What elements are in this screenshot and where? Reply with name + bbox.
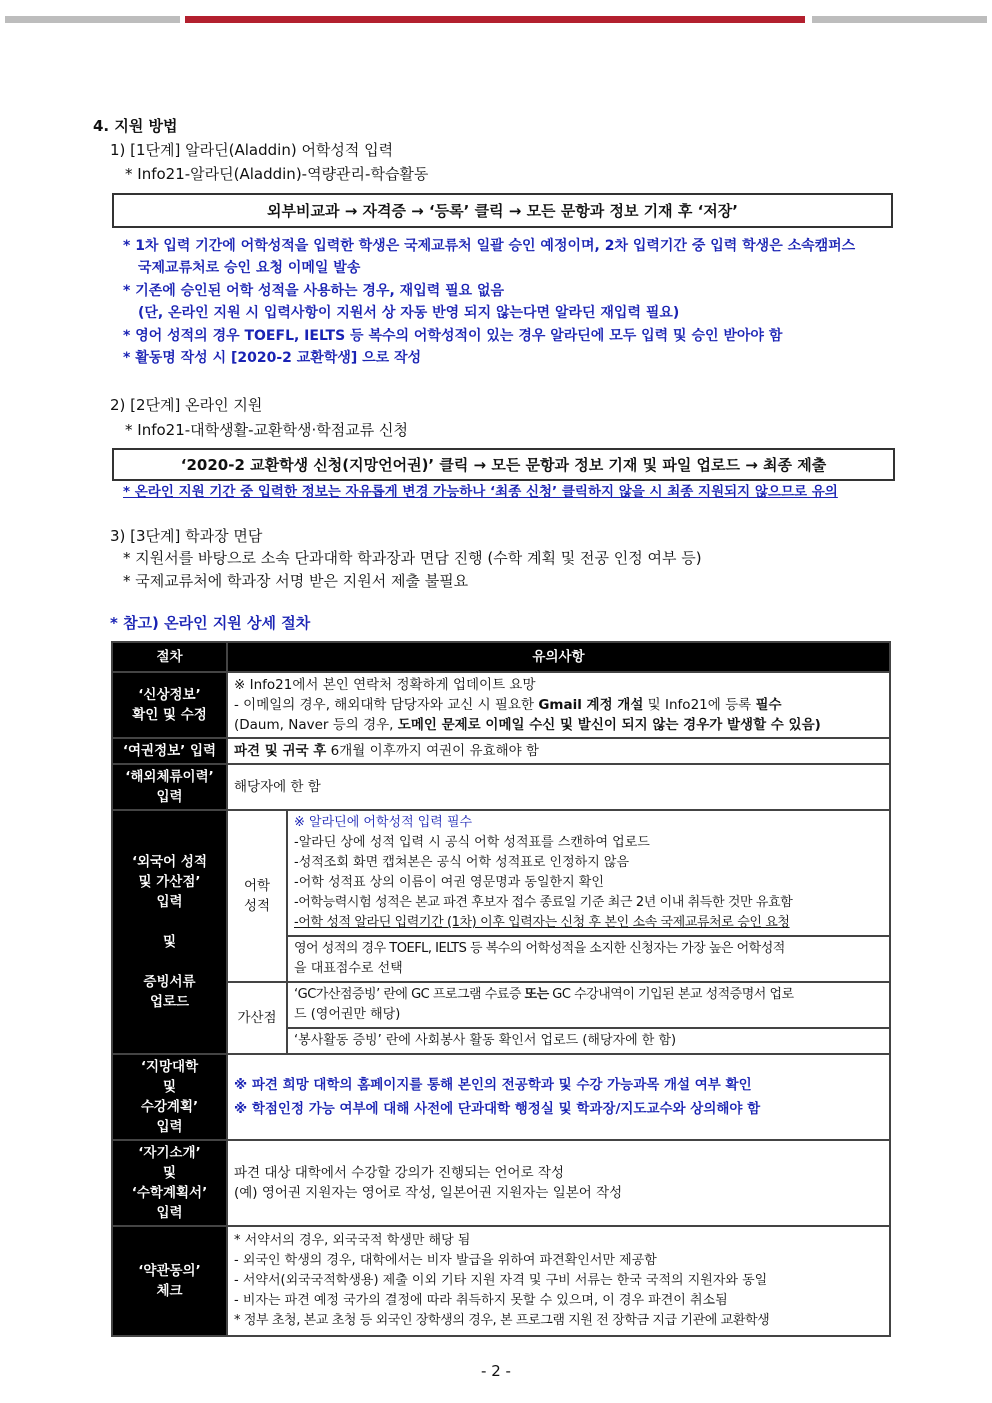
- table-header-row: [112, 642, 890, 672]
- label-personal: ‘신상정보’ 확인 및 수정: [112, 672, 227, 738]
- notes-language-aladdin: ※ 알라딘에 어학성적 입력 필수 -알라딘 상에 성적 입력 시 공식 어학 성적표를 스캔하여 업로드 -성적조회 화면 캡쳐본은 공식 어학 성적표로 인정하지 않음 -어학 성적표 상의 이름이 여권 영문명과 동일한지 확인 -어학능력시험 성적은 본교 파견 후보자 접수 종료일 기준 최근 2년 이내 취득한 것만 유효함 -어학 성적 알라딘 입력기간 (1차) 이후 입력자는 신청 후 본인 소속 국제교류처로 승인 요청: [287, 810, 890, 936]
- label-plan: ‘지망대학 및 수강계획’ 입력: [112, 1054, 227, 1140]
- step2-note: * 온라인 지원 기간 중 입력한 정보는 자유롭게 변경 가능하나 ‘최종 신청’ 클릭하지 않을 시 최종 지원되지 않으므로 유의: [123, 484, 838, 500]
- header-bar-right: [812, 16, 987, 23]
- table-row-agree: [112, 1226, 890, 1336]
- table-row-essay: [112, 1140, 890, 1226]
- step1-note-1-cont: 국제교류처로 승인 요청 이메일 발송: [138, 260, 361, 276]
- notes-bonus-gc: ‘GC가산점증빙’ 란에 GC 프로그램 수료증 또는 GC 수강내역이 기입된 본교 성적증명서 업로 드 (영어권만 해당): [287, 982, 890, 1028]
- label-language: ‘외국어 성적 및 가산점’ 입력 및 증빙서류 업로드: [112, 810, 227, 1054]
- sub-language-score: 어학 성적: [227, 810, 287, 982]
- step1-instruction-box: 외부비교과 → 자격증 → ‘등록’ 클릭 → 모든 문항과 정보 기재 후 ‘저장’: [112, 193, 893, 228]
- header-bar-left: [5, 16, 180, 23]
- step1-note-3: * 영어 성적의 경우 TOEFL, IELTS 등 복수의 어학성적이 있는 경우 알라딘에 모두 입력 및 승인 받아야 함: [123, 328, 783, 344]
- label-essay: ‘자기소개’ 및 ‘수학계획서’ 입력: [112, 1140, 227, 1226]
- step1-path: * Info21-알라딘(Aladdin)-역량관리-학습활동: [125, 165, 429, 183]
- label-passport: ‘여권정보’ 입력: [112, 738, 227, 764]
- step1-title: 1) [1단계] 알라딘(Aladdin) 어학성적 입력: [110, 141, 394, 159]
- page-number: - 2 -: [481, 1362, 511, 1380]
- notes-plan: ※ 파견 희망 대학의 홈페이지를 통해 본인의 전공학과 및 수강 가능과목 개설 여부 확인 ※ 학점인정 가능 여부에 대해 사전에 단과대학 행정실 및 학과장/지도교수와 상의해야 함: [227, 1054, 890, 1140]
- label-overseas: ‘해외체류이력’ 입력: [112, 764, 227, 810]
- notes-agree: * 서약서의 경우, 외국국적 학생만 해당 됨 - 외국인 학생의 경우, 대학에서는 비자 발급을 위하여 파견확인서만 제공함 - 서약서(외국국적학생용) 제출 이외 기타 지원 자격 및 구비 서류는 한국 국적의 지원자와 동일 - 비자는 파견 예정 국가의 결정에 따라 취득하지 못할 수 있으며, 이 경우 파견이 취소됨 * 정부 초청, 본교 초청 등 외국인 장학생의 경우, 본 프로그램 지원 전 장학금 지급 기관에 교환학생: [227, 1226, 890, 1336]
- step1-note-4: * 활동명 작성 시 [2020-2 교환학생] 으로 작성: [123, 350, 422, 366]
- notes-passport: 파견 및 귀국 후 6개월 이후까지 여권이 유효해야 함: [227, 738, 890, 764]
- notes-essay: 파견 대상 대학에서 수강할 강의가 진행되는 언어로 작성 (예) 영어권 지원자는 영어로 작성, 일본어권 지원자는 일본어 작성: [227, 1140, 890, 1226]
- notes-bonus-volunteer: ‘봉사활동 증빙’ 란에 사회봉사 활동 확인서 업로드 (해당자에 한 함): [287, 1028, 890, 1054]
- step1-note-1: * 1차 입력 기간에 어학성적을 입력한 학생은 국제교류처 일괄 승인 예정이며, 2차 입력기간 중 입력 학생은 소속캠퍼스: [123, 238, 856, 254]
- notes-language-english: 영어 성적의 경우 TOEFL, IELTS 등 복수의 어학성적을 소지한 신청자는 가장 높은 어학성적 을 대표점수로 선택: [287, 936, 890, 982]
- notes-personal: ※ Info21에서 본인 연락처 정확하게 업데이트 요망 - 이메일의 경우, 해외대학 담당자와 교신 시 필요한 Gmail 계정 개설 및 Info21에 등록 필수 (Daum, Naver 등의 경우, 도메인 문제로 이메일 수신 및 발신이 되지 않는 경우가 발생할 수 있음): [227, 672, 890, 738]
- step3-title: 3) [3단계] 학과장 면담: [110, 527, 263, 545]
- table-row-passport: [112, 738, 890, 764]
- header-step: 절차: [112, 642, 227, 672]
- step3-line-1: * 지원서를 바탕으로 소속 단과대학 학과장과 면담 진행 (수학 계획 및 전공 인정 여부 등): [123, 549, 702, 567]
- table-row-personal: [112, 672, 890, 738]
- step2-title: 2) [2단계] 온라인 지원: [110, 396, 263, 414]
- table-row-plan: [112, 1054, 890, 1140]
- table-row-language: [112, 810, 890, 936]
- table-row-overseas: [112, 764, 890, 810]
- procedure-table: [111, 641, 891, 1337]
- notes-overseas: 해당자에 한 함: [227, 764, 890, 810]
- step1-note-2-cont: (단, 온라인 지원 시 입력사항이 지원서 상 자동 반영 되지 않는다면 알라딘 재입력 필요): [138, 305, 680, 321]
- header-bar-center: [185, 16, 805, 23]
- step1-note-2: * 기존에 승인된 어학 성적을 사용하는 경우, 재입력 필요 없음: [123, 283, 505, 299]
- reference-title: * 참고) 온라인 지원 상세 절차: [110, 614, 311, 632]
- step3-line-2: * 국제교류처에 학과장 서명 받은 지원서 제출 불필요: [123, 572, 469, 590]
- step2-instruction-box: ‘2020-2 교환학생 신청(지망언어권)’ 클릭 → 모든 문항과 정보 기재 및 파일 업로드 → 최종 제출: [112, 448, 895, 481]
- section-heading: 4. 지원 방법: [93, 117, 178, 135]
- header-notes: 유의사항: [227, 642, 890, 672]
- table-row-bonus-gc: [112, 982, 890, 1028]
- label-agree: ‘약관동의’ 체크: [112, 1226, 227, 1336]
- step2-path: * Info21-대학생활-교환학생·학점교류 신청: [125, 421, 408, 439]
- sub-bonus: 가산점: [227, 982, 287, 1054]
